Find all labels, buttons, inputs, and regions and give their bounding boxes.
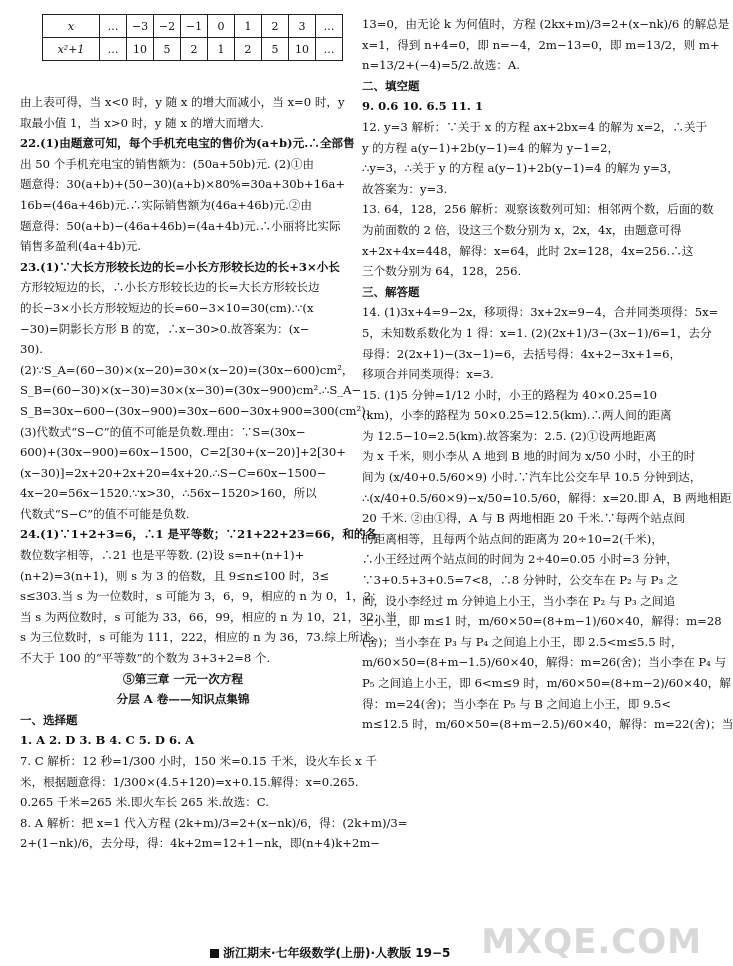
text-line: 米，根据题意得：1/300×(4.5+120)=x+0.15.解得：x=0.265. [20,774,359,789]
table-cell: 5 [154,38,181,61]
text-line: n=13/2+(−4)=5/2.故选：A. [362,58,520,73]
table-cell: … [316,38,343,61]
table-cell: x²+1 [43,38,100,61]
table-cell: 1 [208,38,235,61]
table-cell: … [100,38,127,61]
text-line: 1. A 2. D 3. B 4. C 5. D 6. A [20,733,195,748]
text-line: 销售多盈利(4a+4b)元. [20,239,142,254]
text-line: 三个数分别为 64，128，256. [362,264,522,279]
text-line: 取最小值 1，当 x>0 时，y 随 x 的增大而增大. [20,115,264,130]
text-line: 2+(1−nk)/6，去分母，得：4k+2m=12+1−nk，即(n+4)k+2m− [20,836,381,851]
text-line: 上小王，即 m≤1 时，m/60×50=(8+m−1)/60×40，解得：m=28 [362,614,722,629]
text-line: 间为 (x/40+0.5/60×9) 小时.∵汽车比公交车早 10.5 分钟到达， [362,470,702,485]
table-cell: 10 [127,38,154,61]
footer-square-icon [210,949,219,958]
text-line: 22.(1)由题意可知，每个手机充电宝的售价为(a+b)元.∴全部售 [20,136,355,151]
text-line: 不大于 100 的“平等数”的个数为 3+3+2=8 个. [20,651,271,666]
text-line: 16b=(46a+46b)元.∴实际销售额为(46a+46b)元.②由 [20,197,312,212]
text-line: (3)代数式“S−C”的值不可能是负数.理由：∵S=(30x− [20,424,306,439]
section-heading: 三、解答题 [362,284,420,299]
table-cell: 0 [208,15,235,38]
watermark-logo: MXQE.COM [481,922,702,962]
table-cell: 3 [289,15,316,38]
text-line: 方形较短边的长，∴小长方形较长边的长=大长方形较长边 [20,280,320,295]
text-line: −30)=阴影长方形 B 的宽，∴x−30>0.故答案为：(x− [20,321,310,336]
text-line: 9. 0.6 10. 6.5 11. 1 [362,99,484,114]
table-cell: … [100,15,127,38]
table-cell: 5 [262,38,289,61]
text-line: P₅ 之间追上小王，即 6<m≤9 时，m/60×50=(8+m−2)/60×40，解 [362,676,731,690]
text-line: 15. (1)5 分钟=1/12 小时，小王的路程为 40×0.25=10 [362,387,658,402]
table-cell: x [43,15,100,38]
text-line: 间，设小李经过 m 分钟追上小王，当小李在 P₂ 与 P₃ 之间追 [362,593,676,608]
text-line: 为 12.5−10=2.5(km).故答案为：2.5. (2)①设两地距离 [362,428,657,443]
text-line: 0.265 千米=265 米.即火车长 265 米.故选：C. [20,795,269,810]
text-line: (km)，小李的路程为 50×0.25=12.5(km).∴两人间的距离 [362,408,672,423]
text-line: 600)+(30x−900)=60x−1500，C=2[30+(x−20)]+2[30+ [20,445,346,460]
text-line: 出 50 个手机充电宝的销售额为：(50a+50b)元. (2)①由 [20,156,315,171]
text-line: ∴y=3，∴关于 y 的方程 a(y−1)+2b(y−1)=4 的解为 y=3， [362,161,679,176]
text-line: s 为三位数时，s 可能为 111，222，相应的 n 为 36，73.综上所述， [20,630,383,645]
table-cell: 10 [289,38,316,61]
text-line: m/60×50=(8+m−1.5)/60×40，解得：m=26(舍)；当小李在 P₄ 与 [362,655,727,670]
table-cell: 2 [181,38,208,61]
text-line: 题意得：50(a+b)−(46a+46b)=(4a+4b)元.∴小丽将比实际 [20,218,341,233]
text-line: x=1，得到 n+4=0，即 n=−4，2m−13=0，即 m=13/2，则 m+ [362,37,720,52]
right-column [362,14,733,735]
text-line: 移项合并同类项得：x=3. [362,367,494,382]
value-table [42,14,343,61]
text-line: 故答案为：y=3. [362,181,448,196]
text-line: 24.(1)∵1+2+3=6，∴1 是平等数；∵21+22+23=66，和的各 [20,527,378,542]
text-line: ∵3+0.5+3+0.5=7<8，∴8 分钟时，公交车在 P₂ 与 P₃ 之 [362,573,679,588]
text-line: m≤12.5 时，m/60×50=(8+m−2.5)/60×40，解得：m=22(舍)；当 [362,717,733,732]
text-line: 8. A 解析：把 x=1 代入方程 (2k+m)/3=2+(x−nk)/6，得：(2k+m)/3= [20,815,408,830]
text-line: 4x−20=56x−1520.∵x>30，∴56x−1520>160，所以 [20,486,317,501]
text-line: 当 s 为两位数时，s 可能为 33，66，99，相应的 n 为 10，21，32；当 [20,609,398,624]
table-cell: −2 [154,15,181,38]
text-line: 的距离相等，且每两个站点间的距离为 20÷10=2(千米)， [362,531,663,546]
text-line: 20 千米. ②由①得，A 与 B 两地相距 20 千米.∵每两个站点间 [362,511,686,526]
text-line: 的长−3×小长方形较短边的长=60−3×10=30(cm).∵(x [20,300,314,315]
text-line: S_B=(60−30)×(x−30)=30×(x−30)=(30x−900)cm².∴S_A− [20,383,362,398]
text-line: 13=0，由无论 k 为何值时，方程 (2kx+m)/3=2+(x−nk)/6 的解总是 [362,17,730,31]
table-row [43,15,343,38]
text-line: (x−30)]=2x+20+2x+20=4x+20.∴S−C=60x−1500− [20,465,327,480]
text-line: 14. (1)3x+4=9−2x，移项得：3x+2x=9−4，合并同类项得：5x= [362,305,719,320]
chapter-heading: 分层 A 卷——知识点集锦 [116,692,250,707]
text-line: 数位数字相等，∴21 也是平等数. (2)设 s=n+(n+1)+ [20,548,305,563]
table-cell: 2 [235,38,262,61]
table-cell: −3 [127,15,154,38]
text-line: (舍)；当小李在 P₃ 与 P₄ 之间追上小王，即 2.5<m≤5.5 时， [362,634,683,649]
text-line: s≤303.当 s 为一位数时，s 可能为 3，6，9，相应的 n 为 0，1，2； [20,589,383,604]
table-cell: −1 [181,15,208,38]
text-line: 5，未知数系数化为 1 得：x=1. (2)(2x+1)/3−(3x−1)/6=1，去分 [362,325,712,340]
section-heading: 一、选择题 [20,712,78,727]
text-line: 7. C 解析：12 秒=1/300 小时，150 米=0.15 千米，设火车长 x 千 [20,754,377,768]
footer-text: 浙江期末·七年级数学(上册)·人教版 19−5 [223,946,451,960]
text-line: 为 x 千米，则小李从 A 地到 B 地的时间为 x/50 小时，小王的时 [362,449,696,464]
text-line: (n+2)=3(n+1)，则 s 为 3 的倍数，且 9≤n≤100 时，3≤ [20,568,330,583]
table-cell: 1 [235,15,262,38]
text-line: 由上表可得，当 x<0 时，y 随 x 的增大而减小，当 x=0 时，y [20,95,345,109]
text-line: 12. y=3 解析：∵关于 x 的方程 ax+2bx=4 的解为 x=2，∴关于 [362,119,708,134]
text-line: 代数式“S−C”的值不可能是负数. [20,506,190,521]
text-line: ∴小王经过两个站点间的时间为 2÷40=0.05 小时=3 分钟， [362,552,678,567]
text-line: 母得：2(2x+1)−(3x−1)=6，去括号得：4x+2−3x+1=6， [362,346,682,361]
chapter-heading: ⑤第三章 一元一次方程 [123,671,243,686]
text-line: 23.(1)∵大长方形较长边的长=小长方形较长边的长+3×小长 [20,259,340,274]
text-line: (2)∵S_A=(60−30)×(x−20)=30×(x−20)=(30x−600)cm²， [20,362,354,377]
text-line: ∴(x/40+0.5/60×9)−x/50=10.5/60，解得：x=20.即 A，B 两地相距 [362,490,732,505]
page-footer [210,944,450,961]
table-cell: … [316,15,343,38]
text-line: 为前面数的 2 倍，设这三个数分别为 x，2x，4x，由题意可得 [362,222,682,237]
text-line: S_B=30x−600−(30x−900)=30x−600−30x+900=300(cm²). [20,403,370,418]
section-heading: 二、填空题 [362,78,420,93]
table-cell: 2 [262,15,289,38]
text-line: 13. 64，128，256 解析：观察该数列可知：相邻两个数，后面的数 [362,202,714,217]
table-row [43,38,343,61]
text-line: 得：m=24(舍)；当小李在 P₅ 与 B 之间追上小王，即 9.5< [362,696,672,711]
text-line: y 的方程 a(y−1)+2b(y−1)=4 的解为 y−1=2， [362,140,620,155]
text-line: 题意得：30(a+b)+(50−30)(a+b)×80%=30a+30b+16a+ [20,177,346,192]
text-line: 30). [20,342,43,357]
text-line: x+2x+4x=448，解得：x=64，此时 2x=128，4x=256.∴这 [362,243,694,258]
